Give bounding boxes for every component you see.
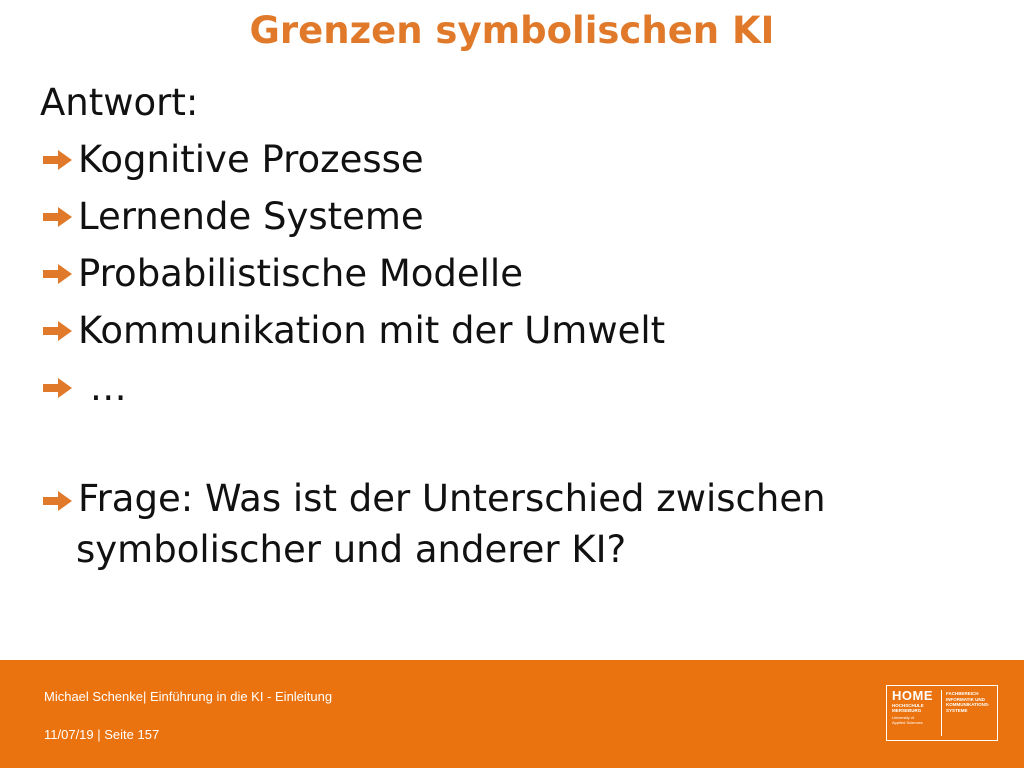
question-text <box>78 473 826 575</box>
footer-date-page: 11/07/19 | Seite 157 <box>44 727 160 742</box>
arrow-right-icon <box>40 146 78 174</box>
arrow-right-icon <box>40 487 78 515</box>
bullet-item <box>40 131 1000 188</box>
bullet-text: Lernende Systeme <box>78 195 424 238</box>
bullet-text: … <box>78 366 127 409</box>
question-line-2: symbolischer und anderer KI? <box>76 528 627 571</box>
arrow-right-icon <box>40 374 78 402</box>
bullet-text: Probabilistische Modelle <box>78 252 523 295</box>
bullet-item <box>40 302 1000 359</box>
question-line-1: Frage: Was ist der Unterschied zwischen <box>78 477 826 520</box>
arrow-right-icon <box>40 260 78 288</box>
bullet-item <box>40 188 1000 245</box>
arrow-right-icon <box>40 317 78 345</box>
bullet-item <box>40 359 1000 416</box>
footer-author-course: Michael Schenke| Einführung in die KI - Einleitung <box>44 689 333 704</box>
bullet-text: Kommunikation mit der Umwelt <box>78 309 666 352</box>
intro-text: Antwort: <box>40 81 199 124</box>
arrow-right-icon <box>40 203 78 231</box>
bullet-text: Kognitive Prozesse <box>78 138 424 181</box>
question-item <box>40 473 1000 575</box>
slide-title: Grenzen symbolischen KI <box>249 9 775 52</box>
logo-mark: HOME <box>892 688 933 703</box>
university-logo: HOME HOCHSCHULE MERSEBURG University of Applied Sciences FACHBEREICH INFORMATIK UND KOMMUNIKATIONS- SYSTEME <box>886 685 998 741</box>
logo-faculty: FACHBEREICH INFORMATIK UND KOMMUNIKATIONS- SYSTEME <box>946 691 990 713</box>
footer-bar <box>0 660 1024 768</box>
logo-divider <box>941 690 942 736</box>
slide-body <box>40 74 1000 575</box>
bullet-item <box>40 245 1000 302</box>
spacer <box>40 416 1000 473</box>
